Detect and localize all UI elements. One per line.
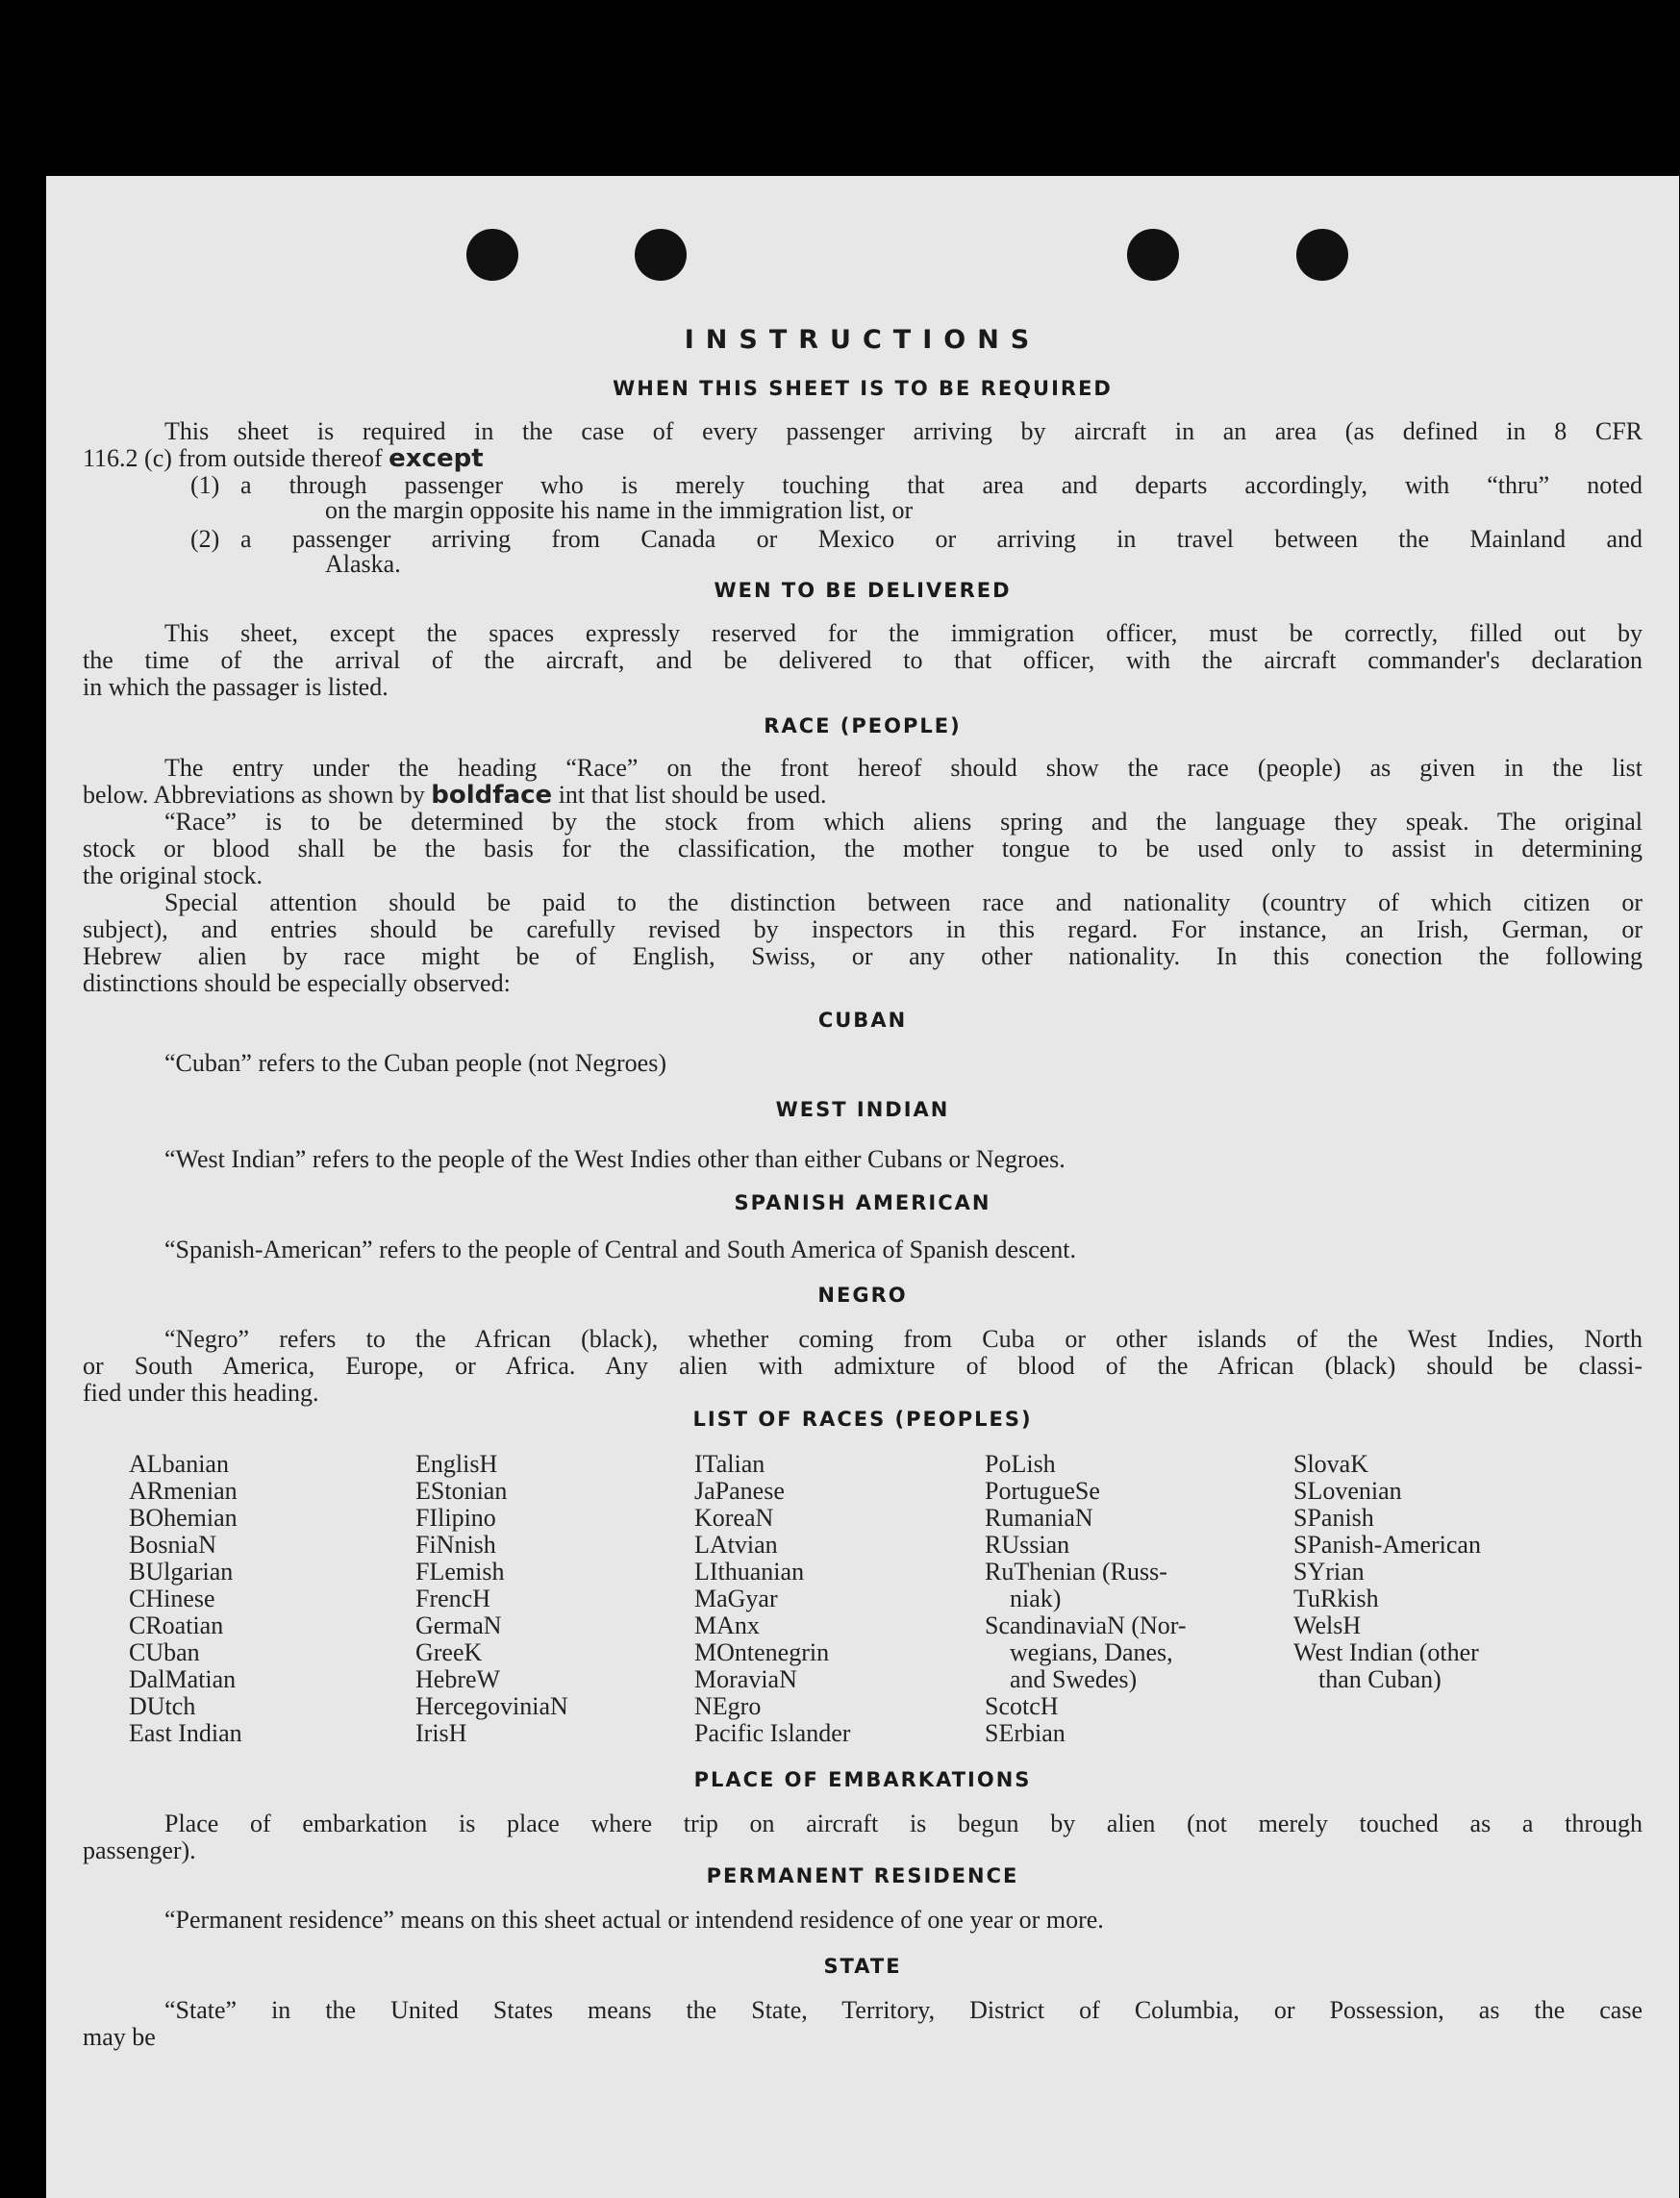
heading-when-required: WHEN THIS SHEET IS TO BE REQUIRED [613,377,1113,400]
negro-line1: “Negro” refers to the African (black), whether coming from Cuba or other islands of the West Indies, North [164,1325,1642,1353]
race-item: SlovaK [1293,1450,1368,1478]
state-line1: “State” in the United States means the State, Territory, District of Columbia, or Possession, as the case [164,1996,1642,2024]
race-item: ScotcH [985,1692,1059,1720]
race-item: ARmenian [129,1477,238,1505]
race-item: SYrian [1293,1558,1365,1586]
delivered-line2: the time of the arrival of the aircraft, and be delivered to that officer, with the aircraft commander's declaration [83,646,1642,674]
race-item: CUban [129,1638,200,1666]
race-item: PortugueSe [985,1477,1100,1505]
race-item: HercegoviniaN [415,1692,568,1720]
races-column-5 [1293,1451,1481,1693]
race-p1-line1: The entry under the heading “Race” on the front hereof should show the race (people) as given in the list [164,754,1642,782]
except-bold: except [389,444,484,473]
race-item: RumaniaN [985,1504,1093,1532]
race-item: RuThenian (Russ- [985,1558,1167,1586]
race-item: RUssian [985,1531,1070,1559]
race-item: Pacific Islander [694,1719,851,1747]
delivered-line3: in which the passager is listed. [83,673,389,701]
west-indian-text: “West Indian” refers to the people of the West Indies other than either Cubans or Negroes. [164,1145,1066,1173]
negro-line2: or South America, Europe, or Africa. Any alien with admixture of blood of the African (black) should be classi- [83,1352,1642,1380]
race-item: EStonian [415,1477,508,1505]
heading-state: STATE [823,1955,902,1978]
race-item: niak) [1010,1585,1062,1612]
race-item: SPanish [1293,1504,1374,1532]
race-p3-line4: distinctions should be especially observed: [83,969,511,997]
race-item: BosniaN [129,1531,216,1559]
race-item: than Cuban) [1318,1665,1442,1693]
race-item: ScandinaviaN (Nor- [985,1611,1187,1639]
instruction-sheet [46,176,1679,2198]
race-p2-line1: “Race” is to be determined by the stock from which aliens spring and the language they speak. The original [164,808,1642,836]
when-required-line2 [83,445,1642,472]
race-item: MOntenegrin [694,1638,830,1666]
race-item: BUlgarian [129,1558,234,1586]
punch-hole-4 [1296,229,1348,281]
race-item: West Indian (other [1293,1638,1479,1666]
race-p3-line2: subject), and entries should be carefully revised by inspectors in this regard. For instance, an Irish, German, or [83,915,1642,943]
race-item: LAtvian [694,1531,778,1559]
race-item: SPanish-American [1293,1531,1481,1559]
heading-when-delivered: WEN TO BE DELIVERED [714,579,1012,602]
races-column-4 [985,1451,1187,1747]
exception-item-1: (1) a through passenger who is merely touching that area and departs accordingly, with “thru” noted on the margin opposite his name in the immigration list, or [190,471,1642,524]
race-item: TuRkish [1293,1585,1379,1612]
punch-hole-2 [635,229,687,281]
race-p2-line2: stock or blood shall be the basis for the classification, the mother tongue to be used only to assist in determining [83,835,1642,862]
race-item: DalMatian [129,1665,237,1693]
race-item: SErbian [985,1719,1066,1747]
race-item: ITalian [694,1450,765,1478]
race-p3-line1: Special attention should be paid to the distinction between race and nationality (country of which citizen or [164,888,1642,916]
race-p3-line3: Hebrew alien by race might be of English, Swiss, or any other nationality. In this conection the following [83,942,1642,970]
embarkation-line2: passenger). [83,1836,196,1864]
races-column-3 [694,1451,850,1747]
race-item: FIlipino [415,1504,496,1532]
heading-permanent-residence: PERMANENT RESIDENCE [706,1864,1019,1887]
page-title: INSTRUCTIONS [684,325,1041,355]
race-item: MoraviaN [694,1665,797,1693]
race-item: HebreW [415,1665,501,1693]
heading-spanish-american: SPANISH AMERICAN [734,1191,991,1214]
race-item: FiNnish [415,1531,496,1559]
race-item: FrencH [415,1585,490,1612]
race-item: IrisH [415,1719,467,1747]
negro-line3: fied under this heading. [83,1379,319,1407]
cuban-text: “Cuban” refers to the Cuban people (not Negroes) [164,1049,666,1077]
race-item: LIthuanian [694,1558,805,1586]
heading-negro: NEGRO [817,1284,908,1307]
race-item: FLemish [415,1558,505,1586]
race-item: CRoatian [129,1611,224,1639]
race-item: MAnx [694,1611,760,1639]
heading-cuban: CUBAN [817,1009,908,1032]
race-item: GermaN [415,1611,502,1639]
heading-embarkation: PLACE OF EMBARKATIONS [693,1768,1032,1791]
race-item: NEgro [694,1692,762,1720]
race-item: KoreaN [694,1504,774,1532]
race-item: CHinese [129,1585,215,1612]
race-item: EnglisH [415,1450,498,1478]
race-item: GreeK [415,1638,483,1666]
race-item: WelsH [1293,1611,1362,1639]
embarkation-line1: Place of embarkation is place where trip on aircraft is begun by alien (not merely touched as a through [164,1810,1642,1837]
race-item: JaPanese [694,1477,785,1505]
residence-text: “Permanent residence” means on this sheet actual or intendend residence of one year or more. [164,1906,1104,1934]
state-line2: may be [83,2023,156,2051]
race-item: PoLish [985,1450,1056,1478]
race-item: ALbanian [129,1450,229,1478]
exception-item-2: (2) a passenger arriving from Canada or Mexico or arriving in travel between the Mainland and Alaska. [190,525,1642,578]
races-column-2 [415,1451,568,1747]
heading-list-of-races: LIST OF RACES (PEOPLES) [692,1408,1033,1431]
race-item: BOhemian [129,1504,238,1532]
race-item: MaGyar [694,1585,778,1612]
spanish-american-text: “Spanish-American” refers to the people of Central and South America of Spanish descent. [164,1236,1076,1263]
delivered-line1: This sheet, except the spaces expressly reserved for the immigration officer, must be correctly, filled out by [164,619,1642,647]
races-column-1 [129,1451,242,1747]
when-required-line1: This sheet is required in the case of every passenger arriving by aircraft in an area (as defined in 8 CFR [164,417,1642,445]
race-item: DUtch [129,1692,196,1720]
race-item: and Swedes) [1010,1665,1138,1693]
race-item: East Indian [129,1719,242,1747]
race-item: wegians, Danes, [1010,1638,1173,1666]
punch-hole-3 [1127,229,1179,281]
race-item: SLovenian [1293,1477,1402,1505]
race-p1-line2: below. Abbreviations as shown by boldface int that list should be used. [83,781,827,810]
race-p2-line3: the original stock. [83,862,263,889]
when-required-ref: 116.2 (c) from outside thereof [83,444,383,472]
boldface-bold: boldface [431,781,553,810]
heading-race: RACE (PEOPLE) [764,714,962,737]
punch-hole-1 [466,229,518,281]
heading-west-indian: WEST INDIAN [775,1098,950,1121]
